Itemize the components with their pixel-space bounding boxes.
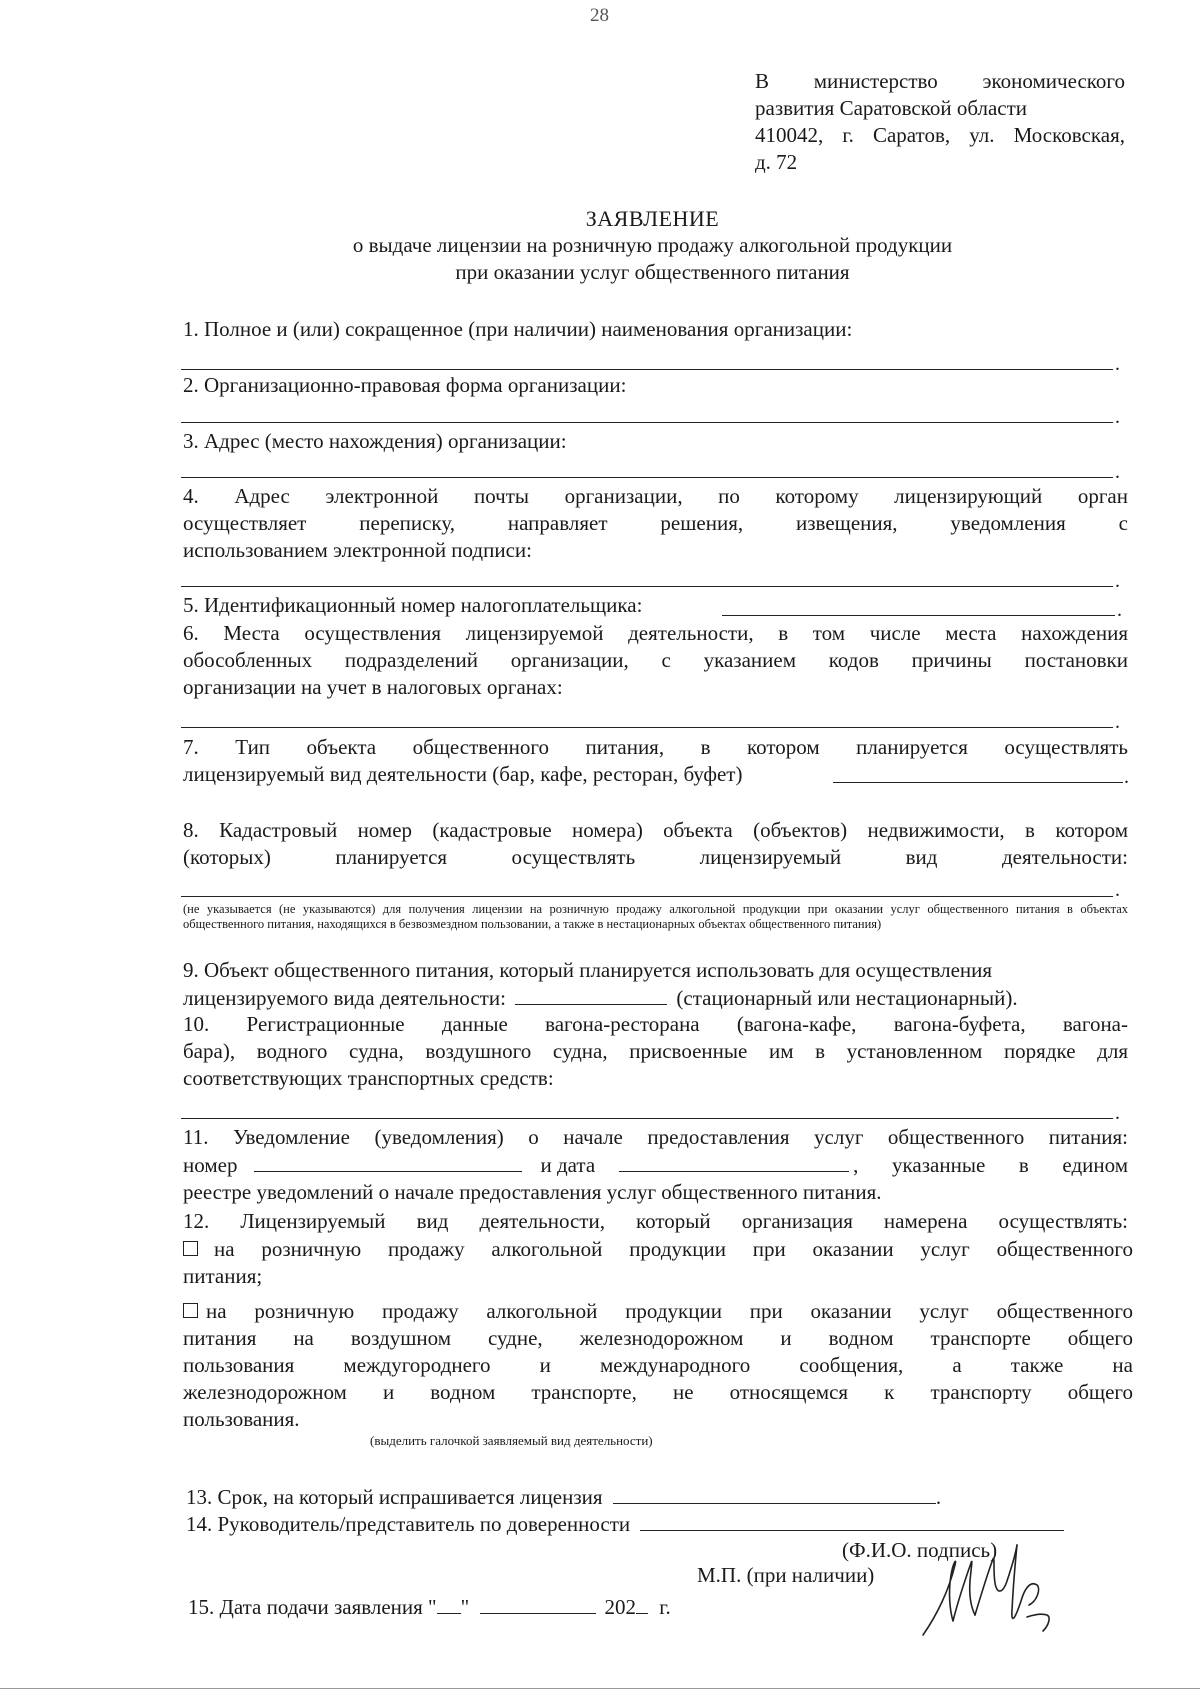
item-10-label — [183, 1011, 1128, 1092]
item-12-option-line: пользования междугороднего и международного сообщения, а также на — [183, 1353, 1133, 1377]
item-9-field[interactable] — [515, 984, 667, 1005]
addressee-line: 410042, г. Саратов, ул. Московская, — [755, 123, 1125, 147]
item-1-field[interactable] — [181, 369, 1113, 370]
item-7-label — [183, 734, 1128, 788]
item-11-line: реестре уведомлений о начале предоставления услуг общественного питания. — [183, 1180, 882, 1204]
item-13-row — [186, 1483, 941, 1511]
item-15-row — [188, 1593, 671, 1621]
item-10-line: 10. Регистрационные данные вагона-ресторана (вагона-кафе, вагона-буфета, вагона- — [183, 1012, 1128, 1036]
item-7-line: лицензируемый вид деятельности (бар, кафе, ресторан, буфет) — [183, 762, 743, 786]
item-2-field[interactable] — [181, 422, 1113, 423]
item-15-day-field[interactable] — [437, 1593, 461, 1614]
item-8-note: (не указывается (не указываются) для получения лицензии на розничную продажу алкогольной продукции при оказании услуг общественного питания в объектах общественного питания, находящихся в безвозмездном пользовании, а также в нестационарных объектах общественного питания) — [183, 902, 1128, 931]
item-4-line: использованием электронной подписи: — [183, 538, 532, 562]
item-15-month-field[interactable] — [480, 1593, 596, 1614]
item-9-label: 9. Объект общественного питания, который планируется использовать для осуществления — [183, 958, 993, 982]
item-14-label: 14. Руководитель/представитель по доверенности — [186, 1512, 631, 1536]
item-12-option-line: железнодорожном и водном транспорте, не относящемся к транспорту общего — [183, 1380, 1133, 1404]
item-9-line2 — [183, 984, 1018, 1012]
item-6-label — [183, 620, 1128, 701]
item-1-label: 1. Полное и (или) сокращенное (при наличии) наименования организации: — [183, 317, 853, 341]
item-11-date-field[interactable] — [619, 1151, 849, 1172]
item-11-label — [183, 1124, 1128, 1206]
item-15-year: 202 — [604, 1595, 636, 1619]
field-end-dot: . — [1124, 766, 1129, 788]
item-7-field[interactable] — [833, 782, 1123, 783]
item-12-line: 12. Лицензируемый вид деятельности, который организация намерена осуществлять: — [183, 1209, 1128, 1233]
item-9-hint: (стационарный или нестационарный). — [676, 986, 1018, 1010]
item-10-line: бара), водного судна, воздушного судна, присвоенные им в установленном порядке для — [183, 1039, 1128, 1063]
addressee-line: В министерство экономического — [755, 69, 1125, 93]
item-11-number-field[interactable] — [254, 1151, 522, 1172]
page-number: 28 — [590, 5, 609, 26]
item-15-label: 15. Дата подачи заявления " — [188, 1595, 437, 1619]
item-5-label: 5. Идентификационный номер налогоплательщика: — [183, 593, 643, 617]
item-4-line: осуществляет переписку, направляет решения, извещения, уведомления с — [183, 511, 1128, 535]
item-8-line: 8. Кадастровый номер (кадастровые номера) объекта (объектов) недвижимости, в котором — [183, 818, 1128, 842]
item-12-block — [183, 1208, 1133, 1433]
title-heading: ЗАЯВЛЕНИЕ — [585, 206, 720, 231]
item-14-row — [186, 1510, 1064, 1538]
field-end-dot: . — [1115, 570, 1120, 592]
field-end-dot: . — [1115, 711, 1120, 733]
addressee-line: развития Саратовской области — [755, 96, 1028, 120]
field-end-dot: . — [1115, 879, 1120, 901]
item-10-field[interactable] — [181, 1118, 1113, 1119]
field-end-dot: . — [935, 1485, 942, 1509]
item-4-field[interactable] — [181, 586, 1113, 587]
item-11-date-label: и дата — [540, 1153, 596, 1177]
item-8-line: (которых) планируется осуществлять лицензируемый вид деятельности: — [183, 845, 1128, 869]
item-12-option-line: питания на воздушном судне, железнодорожном и водном транспорте общего — [183, 1326, 1133, 1350]
item-5-field[interactable] — [722, 615, 1115, 616]
item-3-label: 3. Адрес (место нахождения) организации: — [183, 429, 567, 453]
option-1-checkbox[interactable] — [183, 1241, 198, 1256]
item-6-line: обособленных подразделений организации, с указанием кодов причины постановки — [183, 648, 1128, 672]
item-2-label: 2. Организационно-правовая форма организации: — [183, 373, 627, 397]
item-8-label — [183, 817, 1128, 871]
addressee-block — [755, 68, 1125, 176]
item-6-line: 6. Места осуществления лицензируемой деятельности, в том числе места нахождения — [183, 621, 1128, 645]
stamp-label: М.П. (при наличии) — [697, 1563, 875, 1587]
item-12-option-1 — [183, 1236, 1133, 1290]
addressee-line: д. 72 — [755, 150, 798, 174]
field-end-dot: . — [1115, 406, 1120, 428]
signature-icon — [915, 1535, 1065, 1650]
field-end-dot: . — [1115, 1102, 1120, 1124]
item-14-caption: (Ф.И.О. подпись) — [842, 1538, 998, 1562]
item-15-quote: " — [460, 1595, 470, 1619]
item-6-field[interactable] — [181, 727, 1113, 728]
item-11-line: 11. Уведомление (уведомления) о начале предоставления услуг общественного питания: — [183, 1125, 1128, 1149]
item-4-line: 4. Адрес электронной почты организации, по которому лицензирующий орган — [183, 484, 1128, 508]
document-title — [180, 205, 1125, 286]
item-15-year-field[interactable] — [636, 1593, 648, 1614]
item-4-label — [183, 483, 1128, 564]
option-2-text: на розничную продажу алкогольной продукции при оказании услуг общественного — [206, 1299, 1133, 1323]
item-11-line — [183, 1151, 1128, 1179]
field-end-dot: . — [1117, 599, 1122, 621]
item-12-option-2 — [183, 1298, 1133, 1433]
item-6-line: организации на учет в налоговых органах: — [183, 675, 563, 699]
page-bottom-rule — [0, 1688, 1200, 1689]
option-2-checkbox[interactable] — [183, 1303, 198, 1318]
item-7-line: 7. Тип объекта общественного питания, в котором планируется осуществлять — [183, 735, 1128, 759]
item-9-text: лицензируемого вида деятельности: — [183, 986, 506, 1010]
item-13-label: 13. Срок, на который испрашивается лицензия — [186, 1485, 603, 1509]
item-14-field[interactable] — [640, 1510, 1064, 1531]
item-12-option-line: пользования. — [183, 1407, 300, 1431]
item-11-tail: , указанные в едином — [853, 1153, 1128, 1177]
title-subtitle: при оказании услуг общественного питания — [455, 260, 850, 284]
item-15-year-suffix: г. — [659, 1595, 671, 1619]
field-end-dot: . — [1115, 461, 1120, 483]
item-12-option-line — [183, 1298, 1133, 1325]
item-13-field[interactable] — [613, 1483, 936, 1504]
field-end-dot: . — [1115, 353, 1120, 375]
item-3-field[interactable] — [181, 477, 1113, 478]
item-12-note: (выделить галочкой заявляемый вид деятельности) — [370, 1433, 653, 1448]
item-10-line: соответствующих транспортных средств: — [183, 1066, 554, 1090]
title-subtitle: о выдаче лицензии на розничную продажу алкогольной продукции — [352, 233, 953, 257]
item-11-number-label: номер — [183, 1153, 238, 1177]
item-12-option-line: питания; — [183, 1264, 263, 1288]
item-12-option-line — [183, 1236, 1133, 1263]
option-1-text: на розничную продажу алкогольной продукции при оказании услуг общественного — [214, 1237, 1133, 1261]
item-8-field[interactable] — [181, 896, 1113, 897]
